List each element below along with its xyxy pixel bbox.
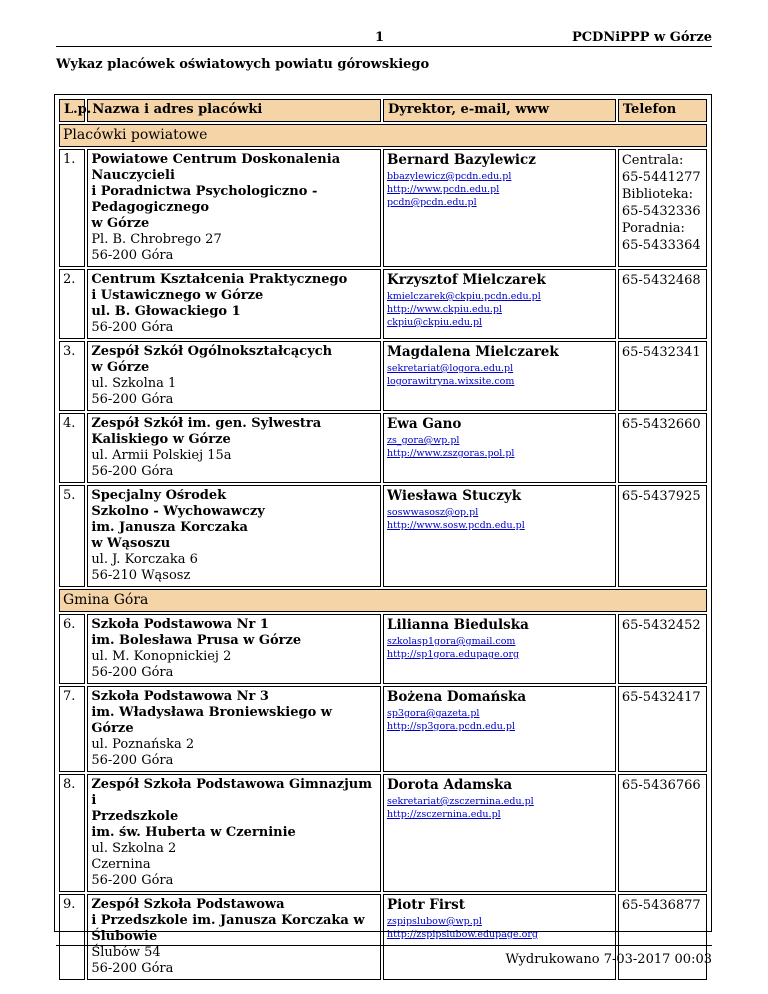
phone-line: 65-5436877 — [621, 898, 701, 913]
institution-name-line: im. św. Huberta w Czerninie — [91, 825, 296, 840]
contact-link[interactable]: soswwasosz@op.pl — [386, 507, 479, 518]
contact-links — [387, 434, 612, 460]
contact-link[interactable]: bbazylewicz@pcdn.edu.pl — [386, 171, 512, 182]
director-name: Krzysztof Mielczarek — [386, 272, 546, 288]
phone-line: 65-5432468 — [621, 273, 701, 288]
institution-cell — [87, 485, 381, 587]
institution-cell — [87, 614, 381, 684]
contact-links — [387, 707, 612, 733]
institution-cell — [87, 269, 381, 339]
contact-link[interactable]: ckpiu@ckpiu.edu.pl — [386, 317, 483, 328]
phone-line: 65-5433364 — [621, 238, 701, 253]
institution-name-line: Nauczycieli — [91, 168, 175, 183]
contact-link[interactable]: logorawitryna.wixsite.com — [386, 376, 515, 387]
institution-address-line: 56-200 Góra — [91, 961, 174, 976]
row-number: 5. — [59, 485, 85, 587]
contact-link[interactable]: http://zsczernina.edu.pl — [386, 809, 501, 820]
institution-name-line: Szkoła Podstawowa Nr 3 — [91, 689, 269, 704]
phone-line: 65-5432660 — [621, 417, 701, 432]
phone-line: Biblioteka: — [621, 187, 693, 202]
institution-address-line: ul. J. Korczaka 6 — [91, 552, 198, 567]
director-cell — [383, 774, 616, 892]
institution-address-line: 56-200 Góra — [91, 753, 174, 768]
phone-line: Centrala: — [621, 153, 684, 168]
institution-address-line: ul. Szkolna 1 — [91, 376, 177, 391]
table-row — [59, 149, 707, 267]
director-cell — [383, 686, 616, 772]
institution-name-line: Powiatowe Centrum Doskonalenia — [91, 152, 341, 167]
contact-link[interactable]: http://www.pcdn.edu.pl — [386, 184, 500, 195]
phone-cell — [618, 341, 707, 411]
contact-link[interactable]: pcdn@pcdn.edu.pl — [386, 197, 477, 208]
institutions-table — [57, 97, 709, 982]
institution-address-line: 56-200 Góra — [91, 873, 174, 888]
director-cell — [383, 614, 616, 684]
institution-address-line: 56-200 Góra — [91, 665, 174, 680]
institution-cell — [87, 413, 381, 483]
column-header-name: Nazwa i adres placówki — [87, 99, 381, 122]
contact-links — [387, 795, 612, 821]
phone-cell — [618, 894, 707, 980]
contact-links — [387, 506, 612, 532]
row-number: 7. — [59, 686, 85, 772]
phone-cell — [618, 485, 707, 587]
contact-link[interactable]: sekretariat@logora.edu.pl — [386, 363, 514, 374]
director-cell — [383, 269, 616, 339]
director-cell — [383, 413, 616, 483]
contact-link[interactable]: zspipslubow@wp.pl — [386, 916, 482, 927]
row-number: 8. — [59, 774, 85, 892]
row-number: 3. — [59, 341, 85, 411]
institution-address-line: ul. M. Konopnickiej 2 — [91, 649, 232, 664]
director-name: Piotr First — [386, 897, 465, 913]
institution-name-line: Zespół Szkół im. gen. Sylwestra — [91, 416, 322, 431]
institution-name-line: Pedagogicznego — [91, 200, 210, 215]
phone-cell — [618, 686, 707, 772]
section-row — [59, 124, 707, 147]
table-row — [59, 413, 707, 483]
institution-name-line: i Ustawicznego w Górze — [91, 288, 264, 303]
institution-name-line: w Górze — [91, 216, 150, 231]
phone-line: 65-5432341 — [621, 345, 701, 360]
institution-cell — [87, 341, 381, 411]
phone-cell — [618, 269, 707, 339]
institution-address-line: Czernina — [91, 857, 151, 872]
director-name: Ewa Gano — [386, 416, 462, 432]
column-header-director: Dyrektor, e-mail, www — [383, 99, 616, 122]
institution-address-line: Ślubów 54 — [91, 945, 161, 960]
director-cell — [383, 894, 616, 980]
institution-address-line: ul. Szkolna 2 — [91, 841, 177, 856]
row-number: 9. — [59, 894, 85, 980]
table-row — [59, 341, 707, 411]
institution-name-line: Centrum Kształcenia Praktycznego — [91, 272, 348, 287]
column-header-lp: L.p. — [59, 99, 85, 122]
institution-cell — [87, 686, 381, 772]
director-cell — [383, 341, 616, 411]
table-row — [59, 894, 707, 980]
section-label: Gmina Góra — [59, 589, 707, 612]
table-row — [59, 774, 707, 892]
document-title: Wykaz placówek oświatowych powiatu górowskiego — [56, 57, 430, 72]
contact-link[interactable]: http://www.sosw.pcdn.edu.pl — [386, 520, 525, 531]
director-name: Magdalena Mielczarek — [386, 344, 559, 360]
phone-cell — [618, 149, 707, 267]
director-name: Bernard Bazylewicz — [386, 152, 536, 168]
institution-name-line: Przedszkole — [91, 809, 179, 824]
institution-name-line: w Górze — [91, 360, 150, 375]
print-date: Wydrukowano 7-03-2017 00:03 — [505, 952, 712, 967]
institution-address-line: 56-200 Góra — [91, 248, 174, 263]
institution-address-line: 56-210 Wąsosz — [91, 568, 191, 583]
institution-name-line: w Wąsoszu — [91, 536, 171, 551]
contact-links — [387, 170, 612, 209]
institution-name-line: Szkolno - Wychowawczy — [91, 504, 265, 519]
row-number: 1. — [59, 149, 85, 267]
phone-line: 65-5432452 — [621, 618, 701, 633]
institution-name-line: Ślubowie — [91, 929, 158, 944]
row-number: 4. — [59, 413, 85, 483]
institution-name-line: Szkoła Podstawowa Nr 1 — [91, 617, 269, 632]
institution-cell — [87, 894, 381, 980]
contact-link[interactable]: http://sp3gora.pcdn.edu.pl — [386, 721, 516, 732]
table-row — [59, 614, 707, 684]
institution-name-line: im. Janusza Korczaka — [91, 520, 248, 535]
institution-address-line: 56-200 Góra — [91, 392, 174, 407]
contact-links — [387, 290, 612, 329]
institution-address-line: ul. Armii Polskiej 15a — [91, 448, 232, 463]
director-cell — [383, 485, 616, 587]
table-row — [59, 686, 707, 772]
institution-address-line: Pl. B. Chrobrego 27 — [91, 232, 222, 247]
phone-line: Poradnia: — [621, 221, 685, 236]
institution-name-line: i Poradnictwa Psychologiczno - — [91, 184, 318, 199]
director-name: Dorota Adamska — [386, 777, 513, 793]
institution-address-line: 56-200 Góra — [91, 464, 174, 479]
row-number: 2. — [59, 269, 85, 339]
phone-line: 65-5432417 — [621, 690, 701, 705]
director-cell — [383, 149, 616, 267]
contact-link[interactable]: http://www.ckpiu.edu.pl — [386, 304, 502, 315]
phone-cell — [618, 413, 707, 483]
institution-cell — [87, 774, 381, 892]
institution-name-line: i Przedszkole im. Janusza Korczaka w — [91, 913, 365, 928]
director-name: Wiesława Stuczyk — [386, 488, 522, 504]
institution-name-line: im. Bolesława Prusa w Górze — [91, 633, 302, 648]
table-header-row — [59, 99, 707, 122]
row-number: 6. — [59, 614, 85, 684]
section-row — [59, 589, 707, 612]
institution-name-line: Zespół Szkoła Podstawowa Gimnazjum i — [91, 777, 372, 808]
institution-name-line: Kaliskiego w Górze — [91, 432, 231, 447]
phone-line: 65-5437925 — [621, 489, 701, 504]
phone-line: 65-5441277 — [621, 170, 701, 185]
phone-line: 65-5432336 — [621, 204, 701, 219]
phone-line: 65-5436766 — [621, 778, 701, 793]
contact-links — [387, 635, 612, 661]
institution-address-line: ul. Poznańska 2 — [91, 737, 195, 752]
page-number: 1 — [375, 30, 385, 45]
contact-link[interactable]: kmielczarek@ckpiu.pcdn.edu.pl — [386, 291, 541, 302]
table-body — [59, 124, 707, 980]
institution-name-line: Zespół Szkół Ogólnokształcących — [91, 344, 333, 359]
contact-link[interactable]: szkolasp1gora@gmail.com — [386, 636, 516, 647]
institution-name-line: Zespół Szkoła Podstawowa — [91, 897, 285, 912]
institution-cell — [87, 149, 381, 267]
phone-cell — [618, 614, 707, 684]
director-name: Lilianna Biedulska — [386, 617, 529, 633]
director-name: Bożena Domańska — [386, 689, 527, 705]
header-rule — [56, 46, 712, 47]
contact-link[interactable]: http://www.zszgoras.pol.pl — [386, 448, 515, 459]
institution-name-line: im. Władysława Broniewskiego w Górze — [91, 705, 332, 736]
column-header-phone: Telefon — [618, 99, 707, 122]
contact-link[interactable]: http://zspipslubow.edupage.org — [386, 929, 538, 940]
header-org: PCDNiPPP w Górze — [571, 30, 712, 45]
contact-link[interactable]: sp3gora@gazeta.pl — [386, 708, 480, 719]
table-row — [59, 269, 707, 339]
contact-link[interactable]: sekretariat@zsczernina.edu.pl — [386, 796, 534, 807]
section-label: Placówki powiatowe — [59, 124, 707, 147]
phone-cell — [618, 774, 707, 892]
contact-link[interactable]: zs_gora@wp.pl — [386, 435, 460, 446]
institution-name-line: ul. B. Głowackiego 1 — [91, 304, 241, 319]
institution-address-line: 56-200 Góra — [91, 320, 174, 335]
table-row — [59, 485, 707, 587]
footer-rule — [56, 945, 712, 946]
contact-link[interactable]: http://sp1gora.edupage.org — [386, 649, 520, 660]
institution-name-line: Specjalny Ośrodek — [91, 488, 227, 503]
contact-links — [387, 362, 612, 388]
contact-links — [387, 915, 612, 941]
